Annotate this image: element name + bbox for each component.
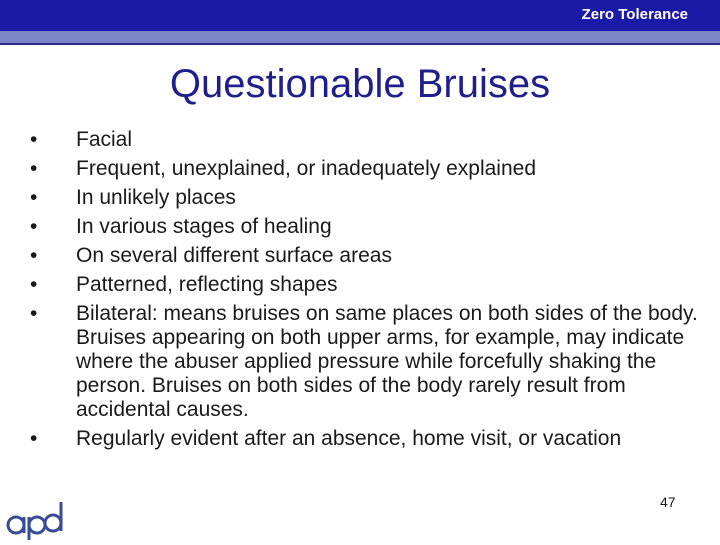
header-label: Zero Tolerance	[581, 6, 688, 23]
slide-title: Questionable Bruises	[169, 62, 551, 106]
bullet-item: • On several different surface areas	[30, 244, 700, 268]
bullet-item: • Facial	[30, 128, 700, 152]
bullet-item: • Frequent, unexplained, or inadequately explained	[30, 157, 700, 181]
bullet-item: • In various stages of healing	[30, 215, 700, 239]
page-number: 47	[660, 494, 676, 510]
bullet-item: • Patterned, reflecting shapes	[30, 273, 700, 297]
header-band-light	[0, 31, 720, 43]
bullet-item: • Regularly evident after an absence, home visit, or vacation	[30, 427, 700, 451]
apd-logo-icon	[4, 494, 66, 540]
bullet-item: • In unlikely places	[30, 186, 700, 210]
header-divider	[0, 43, 720, 45]
bullet-list	[30, 128, 700, 456]
header-band	[0, 0, 720, 31]
bullet-item: • Bilateral: means bruises on same places on both sides of the body. Bruises appearing on both upper arms, for example, may indicate where the abuser applied pressure while forcefully shaking the person. Bruises on both sides of the body rarely result from accidental causes.	[30, 302, 700, 422]
